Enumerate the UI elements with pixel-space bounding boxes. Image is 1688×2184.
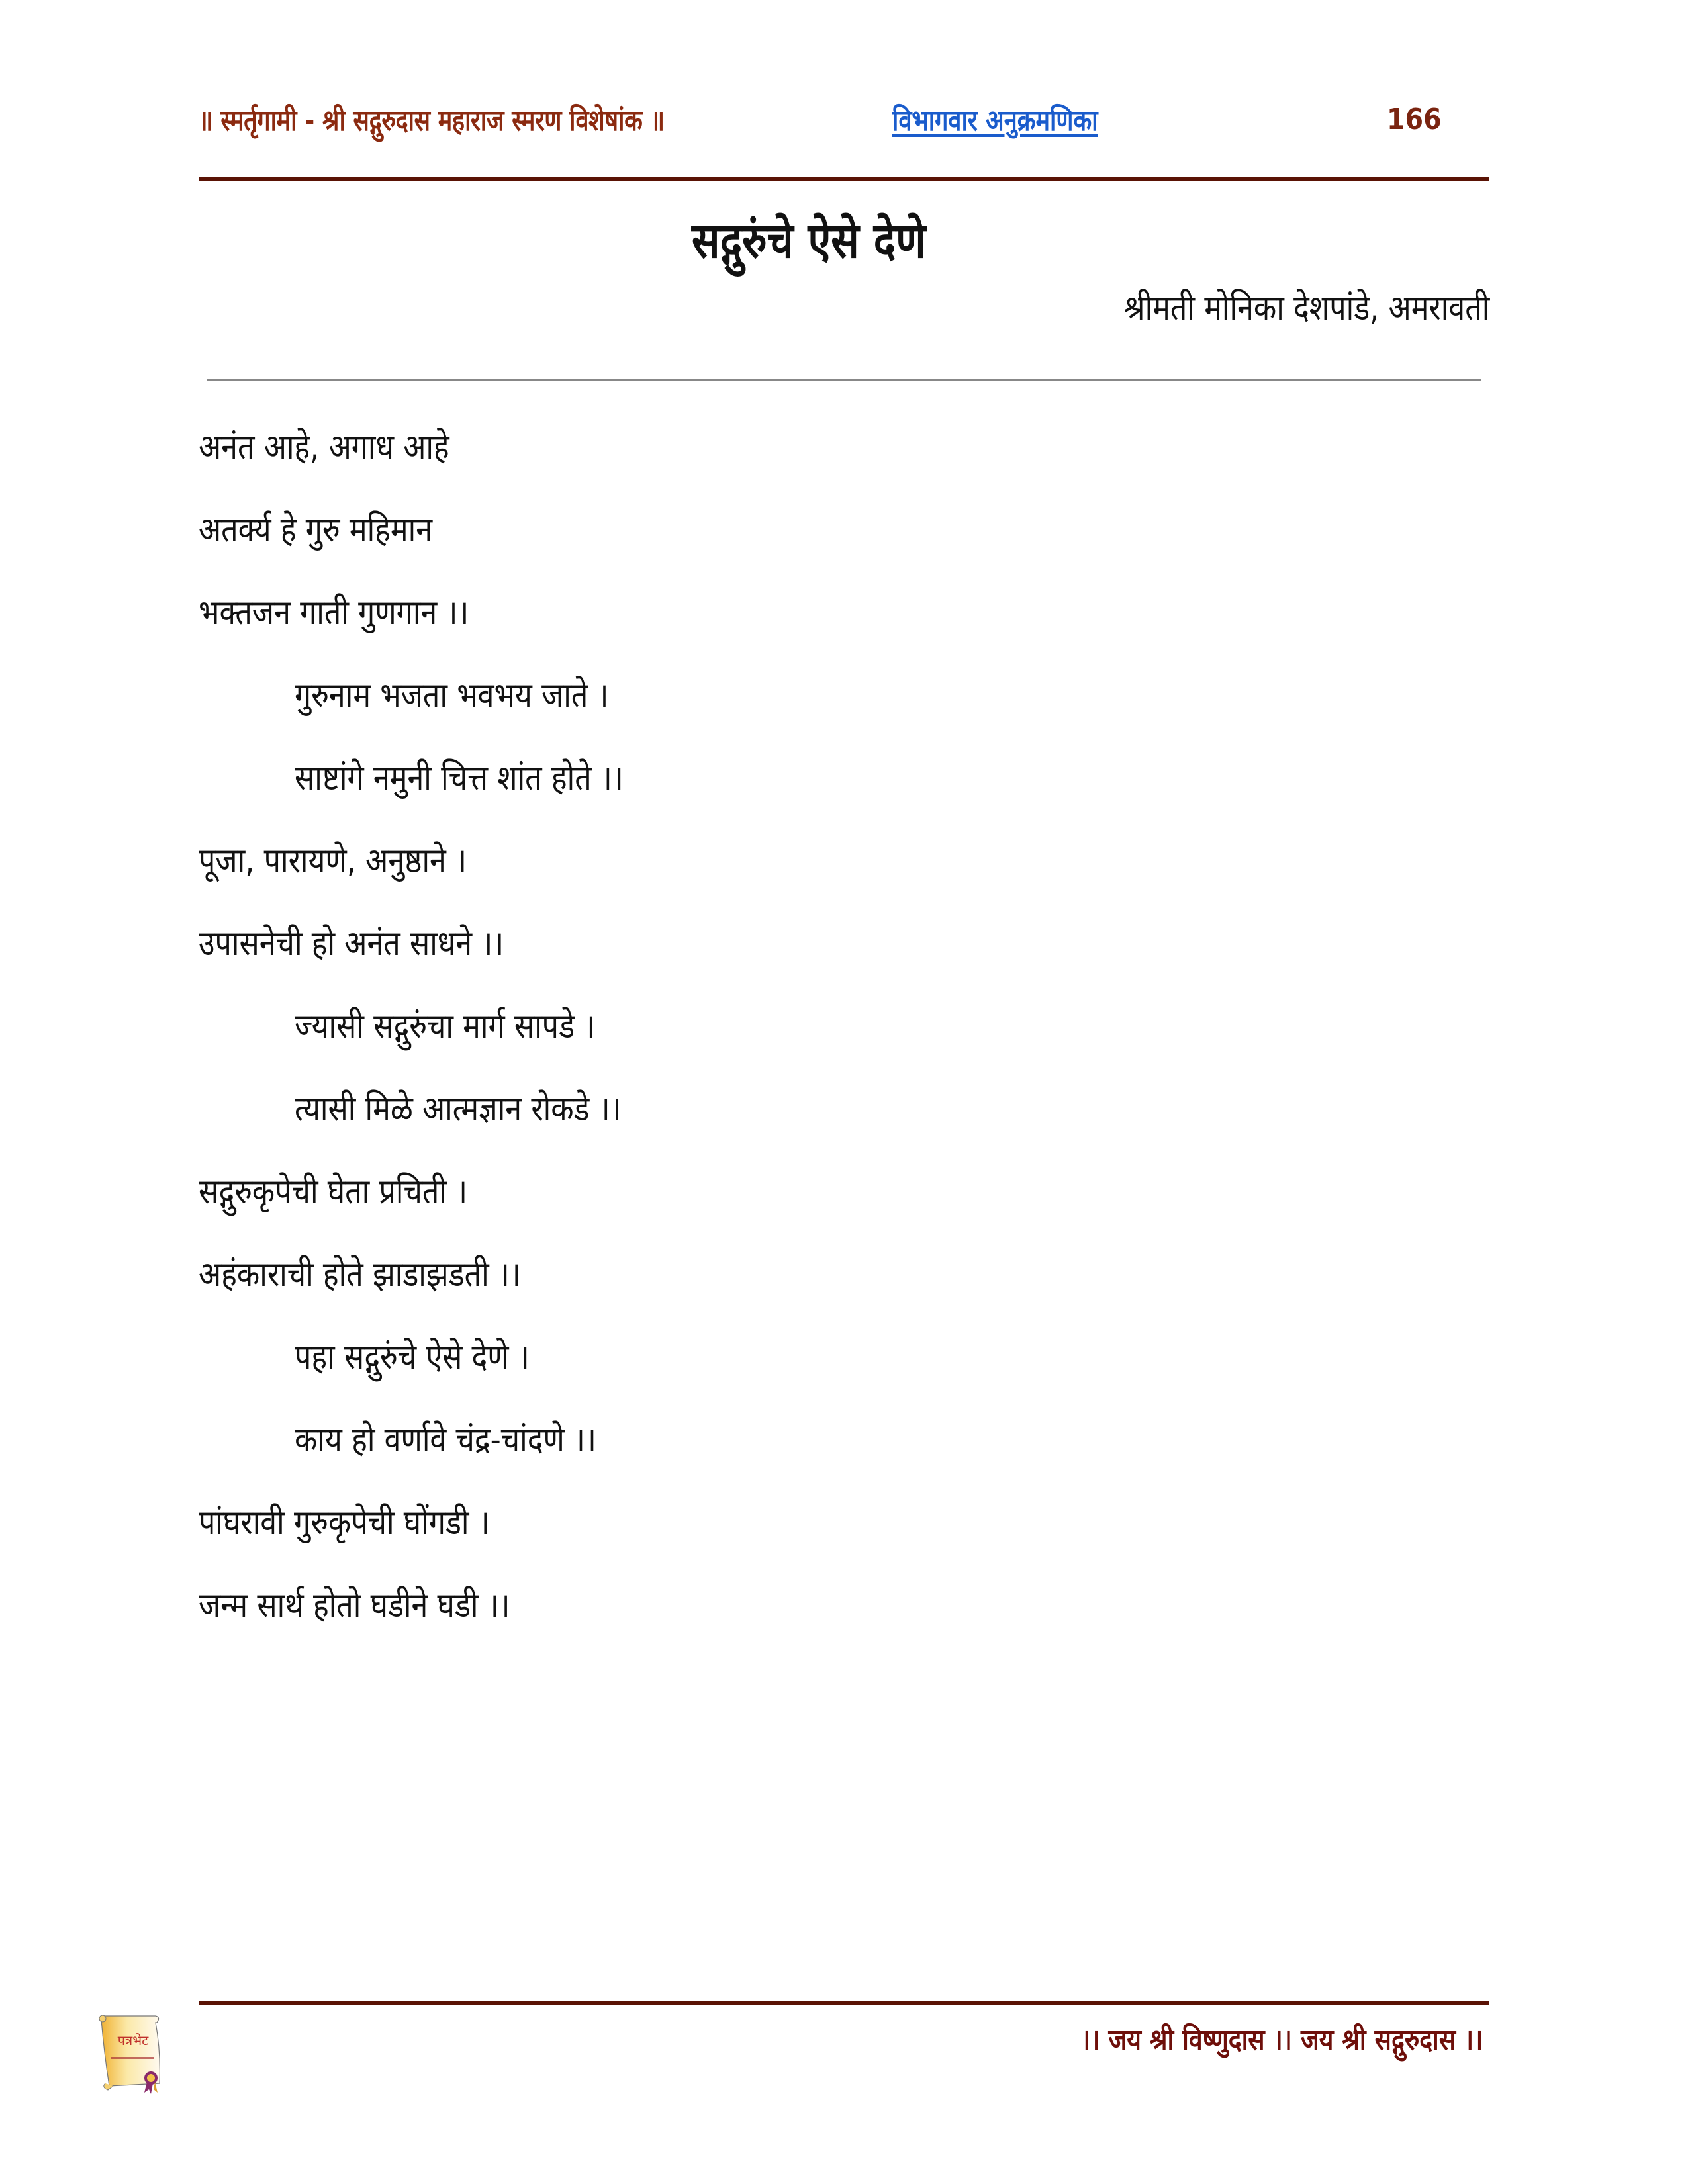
- poem-line: त्यासी मिळे आत्मज्ञान रोकडे ।।: [295, 1089, 622, 1129]
- poem-line: काय हो वर्णावे चंद्र-चांदणे ।।: [295, 1420, 596, 1460]
- poem-line: साष्टांगे नमुनी चित्त शांत होते ।।: [295, 758, 624, 798]
- poem-line: पहा सद्गुरुंचे ऐसे देणे ।: [295, 1338, 530, 1377]
- poem-line: पांघरावी गुरुकृपेची घोंगडी ।: [199, 1503, 490, 1543]
- poem-line: अतर्क्य हे गुरु महिमान: [199, 510, 433, 550]
- poem-line: उपासनेची हो अनंत साधने ।।: [199, 924, 504, 964]
- running-header-title: ॥ स्मर्तृगामी - श्री सद्गुरुदास महाराज स्मरण विशेषांक ॥: [199, 104, 665, 138]
- poem-line: पूजा, पारायणे, अनुष्ठाने ।: [199, 841, 467, 881]
- patrabhet-scroll-icon: [95, 2012, 167, 2095]
- poem-line: ज्यासी सद्गुरुंचा मार्ग सापडे ।: [295, 1007, 596, 1046]
- poem-line: अहंकाराची होते झाडाझडती ।।: [199, 1255, 521, 1295]
- title-separator: [207, 379, 1481, 381]
- footer-salutation: ।। जय श्री विष्णुदास ।। जय श्री सद्गुरुदास ।।: [1080, 2023, 1483, 2057]
- page-number: 166: [1387, 103, 1442, 136]
- section-index-link[interactable]: विभागवार अनुक्रमणिका: [892, 104, 1098, 138]
- footer-divider: [199, 2001, 1489, 2005]
- header-divider: [199, 177, 1489, 181]
- badge-title: पत्रभेट: [117, 2032, 149, 2048]
- poem-title: सद्गुरुंचे ऐसे देणे: [692, 212, 926, 269]
- poem-line: भक्तजन गाती गुणगान ।।: [199, 593, 469, 633]
- poem-line: अनंत आहे, अगाध आहे: [199, 428, 449, 467]
- poem-line: सद्गुरुकृपेची घेता प्रचिती ।: [199, 1172, 468, 1212]
- poem-author: श्रीमती मोनिका देशपांडे, अमरावती: [1123, 289, 1489, 328]
- poem-line: गुरुनाम भजता भवभय जाते ।: [295, 676, 609, 715]
- poem-line: जन्म सार्थ होतो घडीने घडी ।।: [199, 1586, 510, 1625]
